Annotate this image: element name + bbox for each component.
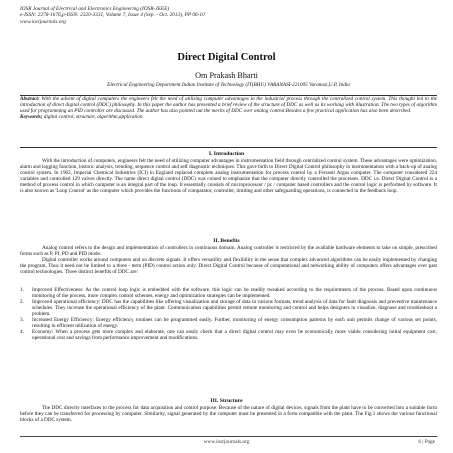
section-heading-structure: III. Structure [210,398,243,404]
list-item-number: 4. [20,328,24,335]
journal-header [20,6,320,25]
list-item [20,300,437,318]
journal-name: IOSR Journal of Electrical and Electronics Engineering (IOSR-JEEE) [20,6,170,12]
list-item-text: Economy: When a process gets more complex and elaborate, one can easily check that a direct digital control may even be economically more viable considering initial equipment cost, operational cost and savings from performance improvement and modifications. [32,328,437,341]
footer-url: www.iosrjournals.org [203,439,250,445]
benefits-list [20,288,437,342]
list-item-number: 2. [20,298,24,305]
footer-rule [20,436,437,437]
benefits-paragraph-2: Digital controller works around computers and on discrete signals. It offers versatility and flexibility in the sense that complex advanced algorithms can be easily implemented by changing the program. Thus it need not be limited to a three - term (PID) control action only. Direct Digital Control because of computational and networking ability of computers offers advantages over past control technologies. Three distinct benefits of DDC are: [20,257,437,275]
abstract-text: With the advent of digital computers the engineers felt the need of utilizing computer advantages in the industrial process through the centralized control system. This thought led to the introduction of direct digital control (DDC) philosophy. In this paper the author has presented a brief review of the structure of DDC as well as its working with illustration. The two types of algorithm used for programming an PID controller are discussed. The author has also pointed out the merits of DDC over analog control.Besides a few practical application has also been described. [20,96,437,114]
keywords-label: Keywords; [20,113,43,120]
list-item-text: Increased Energy Efficiency: Energy efficiency routines can be programmed easily. Further, monitoring of energy consumption patterns by each unit permits change of various set points, resulting in efficient utilization of energy. [32,316,437,329]
paper-title: Direct Digital Control [177,52,276,63]
author-name: Om Prakash Bharti [195,71,258,80]
list-item-number: 1. [20,287,24,293]
section-heading-introduction: I. Introduction [208,151,245,157]
list-item [20,330,437,342]
section-heading-benefits: II. Benefits [213,238,240,244]
author-affiliation: Electrical Engineering Department Indian Institute of Technology (IT(BHU) VARANASI-221005 Varanasi,U.P, India [107,82,350,88]
list-item-number: 3. [20,316,24,323]
journal-issn: e-ISSN: 2278-1676,p-ISSN: 2320-3331, Volume 7, Issue 4 (Sep. - Oct. 2013), PP 06-10 [20,12,205,19]
list-item-text: Improved operational efficiency: DDC has the capabilities like offering visualization and storage of data in various formats, trend analysis of data for fault diagnosis and preventive maintenance schedules. They increase the operational efficiency of the plant. Communication capabilities permit remote monitoring and control and helps designers to visualize, diagnose and troubleshoot a problem. [32,298,437,317]
abstract-label: Abstract: [20,96,40,102]
journal-url: www.iosrjournals.org [20,18,66,25]
abstract-bottom-rule [20,147,437,148]
abstract-block [20,97,437,121]
footer-page-number: 6 | Page [418,439,435,445]
list-item-text: Improved Effectiveness: As the control loop logic is embedded with the software, this logic can be readily tweaked according to the requirements of the process. Based upon continuous monitoring of the process, more complex control schemes, energy and optimization strategies can be implemented. [32,287,437,299]
introduction-text: With the introduction of computers, engineers felt the need of utilizing computer advantages in instrumentation field through centralized control system. These advantages were optimization, alarm and logging function, historic analysis, trending, sequence control and self diagnostic techniques. This gave birth to Direct Digital Control philosophy in instrumentation with a back-up of analog control system. In 1962, Imperial Chemical Industries (ICI) in England replaced complete analog instrumentation for process control by a Ferranti Argus computer. The computer considered 224 variables and controlled 129 valves directly. The name direct digital control (DDC) was coined to emphasize that the computer directly controlled the processes. DDC i.e. Direct Digital Control is a method of process control in which computer is an integral part of the loop. It essentially consists of microprocessor / pc / computer based controllers and the control logic is performed by software. It is also known as 'Loop Control' as the computer which provides the functions of comparator, controller, limiting and other safeguarding operations, is connected in the feedback loop. [20,158,437,194]
structure-text: The DDC directly interfaces to the process for data acquisition and control purpose. Because of the nature of digital devices, signals from the plant have to be converted into a suitable form before they can be transferred for processing by computer. Similarity, signal generated by the computer must be presented in a form compatible with the plant. The Fig.1 shows the various functional blocks of a DDC system. [20,405,437,423]
keywords-text: digital control, structure, algorithm,application [42,113,143,120]
list-item [20,318,437,330]
benefits-paragraph-1: Analog control refers to the design and implementation of controllers in continuous domain. Analog controller is restricted by the available hardware elements to take on simple, prescribed forms such as P, PI, PD and PID mode. [20,245,437,257]
